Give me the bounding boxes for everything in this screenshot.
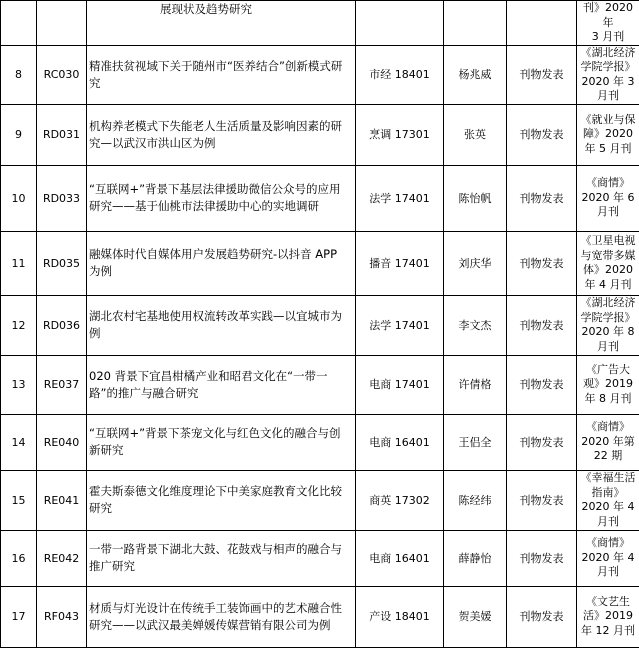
cell-class: 电商 16401 <box>356 414 444 470</box>
table-row <box>1 45 639 104</box>
cell-name: 贺美媛 <box>444 586 507 647</box>
cell-journal: 《广告大观》2019 年 8 月刊 <box>577 355 639 414</box>
cell-type: 刊物发表 <box>507 104 577 165</box>
cell-type: 刊物发表 <box>507 45 577 104</box>
cell-class: 烹调 17301 <box>356 104 444 165</box>
cell-code: RE041 <box>37 470 87 530</box>
table-row <box>1 295 639 355</box>
table-row <box>1 104 639 165</box>
cell-type: 刊物发表 <box>507 530 577 586</box>
cell-class: 法学 17401 <box>356 295 444 355</box>
cell-title: 霍夫斯泰德文化维度理论下中美家庭教育文化比较研究 <box>87 470 356 530</box>
cell-type: 刊物发表 <box>507 295 577 355</box>
cell-no: 16 <box>1 530 37 586</box>
cell-name <box>444 1 507 46</box>
cell-no: 13 <box>1 355 37 414</box>
table-row-continued <box>1 1 639 46</box>
table-row <box>1 586 639 647</box>
table-row <box>1 165 639 231</box>
cell-type: 刊物发表 <box>507 470 577 530</box>
cell-title: 融媒体时代自媒体用户发展趋势研究-以抖音 APP 为例 <box>87 231 356 295</box>
cell-name: 陈怡帆 <box>444 165 507 231</box>
cell-code <box>37 1 87 46</box>
cell-journal: 《文艺生活》2019 年 12 月刊 <box>577 586 639 647</box>
cell-journal: 《商情》2020 年 4 月刊 <box>577 530 639 586</box>
cell-title: 展现状及趋势研究 <box>87 1 356 46</box>
cell-code: RD036 <box>37 295 87 355</box>
cell-title: 湖北农村宅基地使用权流转改革实践—以宜城市为例 <box>87 295 356 355</box>
cell-class: 电商 17401 <box>356 355 444 414</box>
cell-type <box>507 1 577 46</box>
cell-journal: 《就业与保障》2020 年 5 月刊 <box>577 104 639 165</box>
cell-title: 一带一路背景下湖北大鼓、花鼓戏与相声的融合与推广研究 <box>87 530 356 586</box>
cell-class: 播音 17401 <box>356 231 444 295</box>
cell-title: “互联网+”背景下基层法律援助微信公众号的应用研究——基于仙桃市法律援助中心的实地调研 <box>87 165 356 231</box>
table-row <box>1 231 639 295</box>
cell-name: 张英 <box>444 104 507 165</box>
cell-title: 材质与灯光设计在传统手工装饰画中的艺术融合性研究——以武汉最美婵媛传媒营销有限公司为例 <box>87 586 356 647</box>
table-row <box>1 530 639 586</box>
cell-class: 电商 16401 <box>356 530 444 586</box>
cell-code: RE040 <box>37 414 87 470</box>
cell-journal: 《幸福生活指南》2020 年 4 月刊 <box>577 470 639 530</box>
cell-code: RD031 <box>37 104 87 165</box>
cell-name: 王侣全 <box>444 414 507 470</box>
table-body <box>1 1 639 648</box>
cell-type: 刊物发表 <box>507 165 577 231</box>
cell-title: 020 背景下宜昌柑橘产业和昭君文化在“一带一路”的推广与融合研究 <box>87 355 356 414</box>
table-row <box>1 470 639 530</box>
cell-class <box>356 1 444 46</box>
cell-code: RE037 <box>37 355 87 414</box>
cell-no: 11 <box>1 231 37 295</box>
cell-journal: 刊》2020 年 3 月刊 <box>577 1 639 46</box>
cell-journal: 《商情》2020 年 6 月刊 <box>577 165 639 231</box>
cell-class: 市经 18401 <box>356 45 444 104</box>
cell-type: 刊物发表 <box>507 414 577 470</box>
table-row <box>1 355 639 414</box>
cell-name: 李文杰 <box>444 295 507 355</box>
cell-journal: 《湖北经济学院学报》2020 年 8 月刊 <box>577 295 639 355</box>
cell-code: RD033 <box>37 165 87 231</box>
table-row <box>1 414 639 470</box>
cell-no: 12 <box>1 295 37 355</box>
cell-class: 商英 17302 <box>356 470 444 530</box>
cell-no: 15 <box>1 470 37 530</box>
cell-class: 产设 18401 <box>356 586 444 647</box>
cell-no <box>1 1 37 46</box>
cell-type: 刊物发表 <box>507 586 577 647</box>
cell-journal: 《卫星电视与宽带多媒体》2020 年 4 月刊 <box>577 231 639 295</box>
cell-code: RE042 <box>37 530 87 586</box>
cell-code: RF043 <box>37 586 87 647</box>
cell-code: RD035 <box>37 231 87 295</box>
cell-no: 14 <box>1 414 37 470</box>
cell-no: 9 <box>1 104 37 165</box>
cell-no: 10 <box>1 165 37 231</box>
cell-name: 陈经纬 <box>444 470 507 530</box>
cell-name: 许倩格 <box>444 355 507 414</box>
cell-no: 17 <box>1 586 37 647</box>
cell-no: 8 <box>1 45 37 104</box>
cell-journal: 《商情》2020 年第 22 期 <box>577 414 639 470</box>
cell-code: RC030 <box>37 45 87 104</box>
cell-type: 刊物发表 <box>507 355 577 414</box>
cell-name: 杨兆威 <box>444 45 507 104</box>
cell-name: 刘庆华 <box>444 231 507 295</box>
cell-type: 刊物发表 <box>507 231 577 295</box>
cell-title: 精准扶贫视域下关于随州市“医养结合”创新模式研究 <box>87 45 356 104</box>
cell-journal: 《湖北经济学院学报》2020 年 3 月刊 <box>577 45 639 104</box>
cell-title: “互联网+”背景下茶宠文化与红色文化的融合与创新研究 <box>87 414 356 470</box>
cell-name: 薛静怡 <box>444 530 507 586</box>
cell-class: 法学 17401 <box>356 165 444 231</box>
cell-title: 机构养老模式下失能老人生活质量及影响因素的研究—以武汉市洪山区为例 <box>87 104 356 165</box>
